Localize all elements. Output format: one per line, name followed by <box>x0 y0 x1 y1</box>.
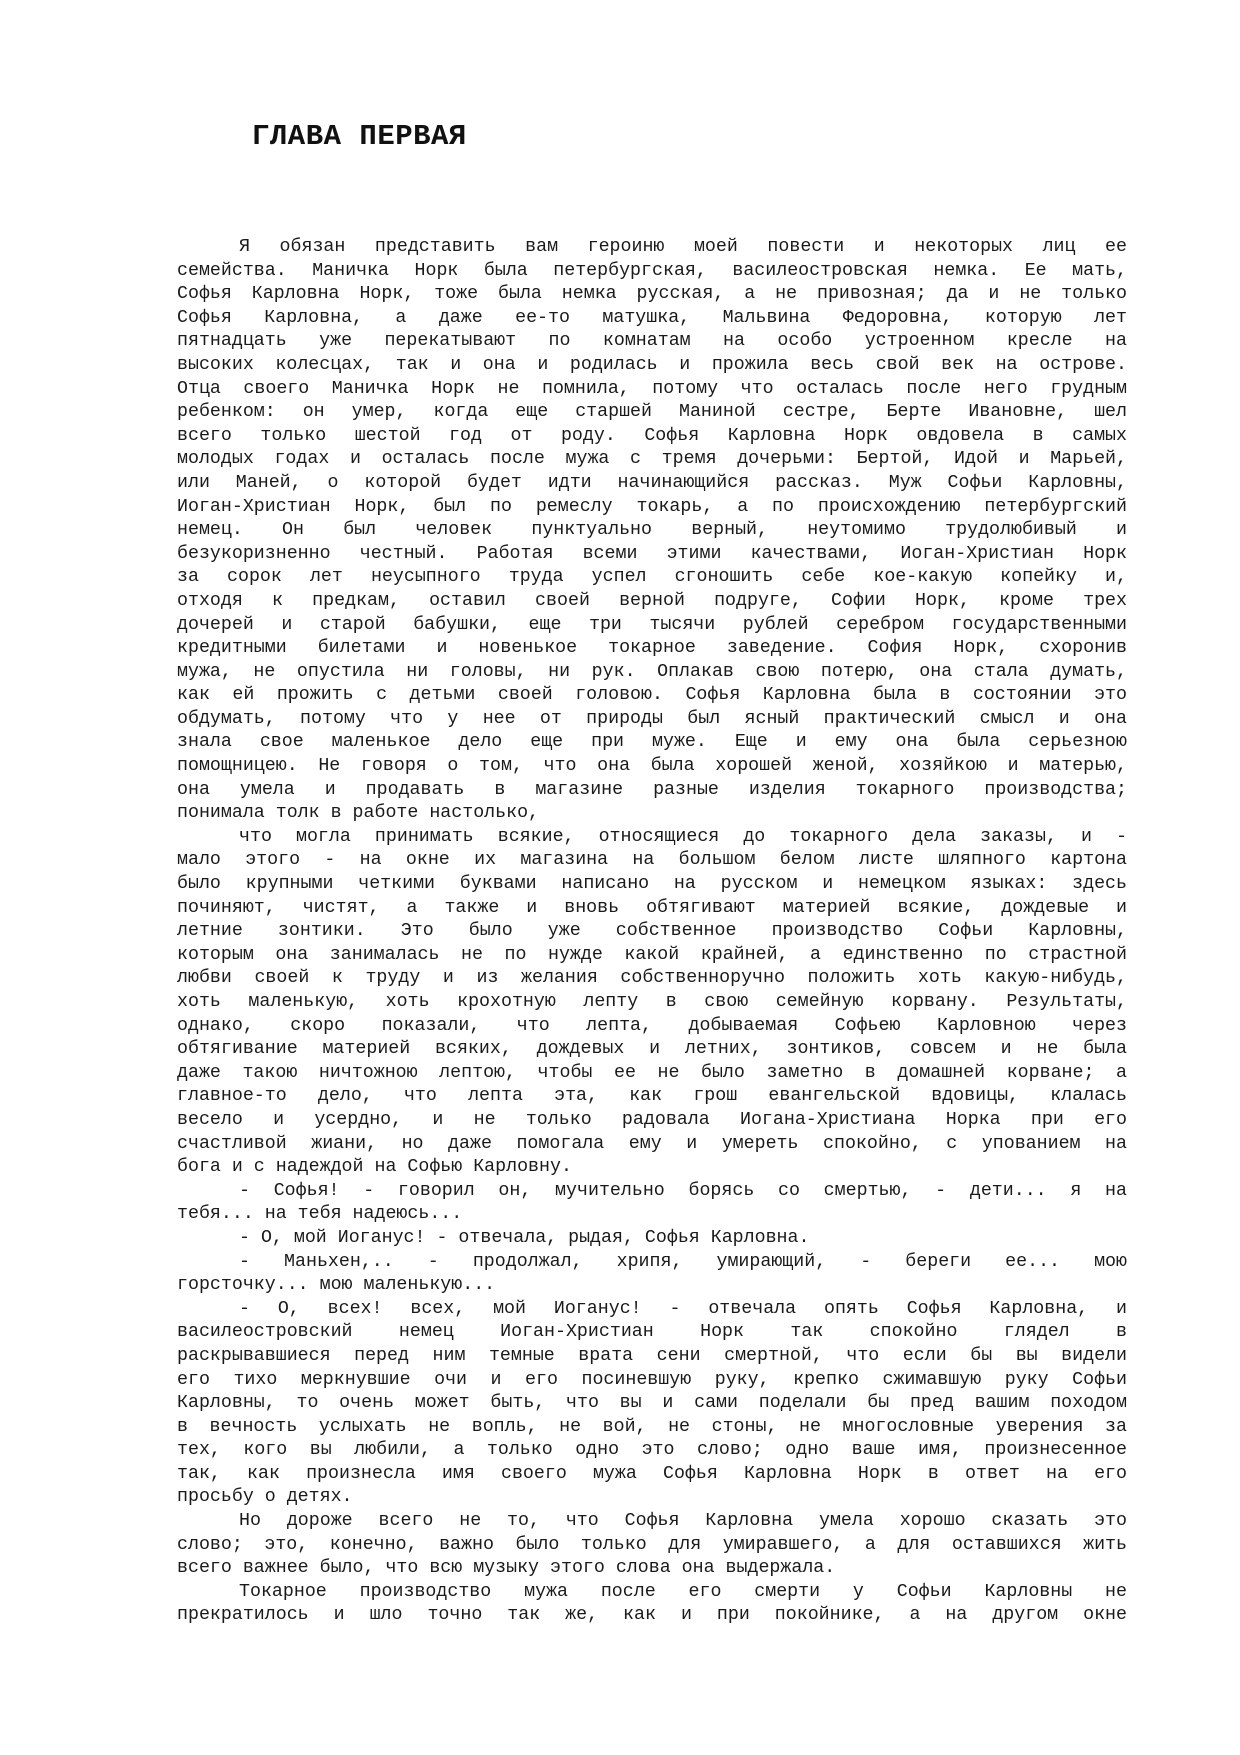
text-line: починяют, чистят, а также и вновь обтягивают материей всякие, дождевые и <box>177 897 1127 918</box>
text-line: пятнадцать уже перекатывают по комнатам на особо устроенном кресле на <box>177 331 1127 352</box>
text-line: просьбу о детях. <box>177 1487 353 1508</box>
text-line: всего важнее было, что всю музыку этого слова она выдержала. <box>177 1558 836 1579</box>
text-line: бога и с надеждой на Софью Карловну. <box>177 1157 572 1178</box>
text-line: Но дороже всего не то, что Софья Карловна умела хорошо сказать это <box>239 1511 1127 1532</box>
text-line: было крупными четкими буквами написано на русском и немецком языках: здесь <box>177 874 1127 895</box>
chapter-title: ГЛАВА ПЕРВАЯ <box>252 120 467 153</box>
text-line: даже такою ничтожною лептою, чтобы ее не было заметно в домашней корване; а <box>177 1062 1127 1083</box>
text-line: Отца своего Маничка Норк не помнила, потому что осталась после него грудным <box>177 378 1127 399</box>
text-line: любви своей к труду и из желания собственноручно положить хоть какую-нибудь, <box>177 968 1127 989</box>
text-line: знала свое маленькое дело еще при муже. Еще и ему она была серьезною <box>177 732 1127 753</box>
text-line: Иоган-Христиан Норк, был по ремеслу токарь, а по происхождению петербургский <box>177 496 1127 517</box>
text-line: обтягивание материей всяких, дождевых и летних, зонтиков, совсем и не была <box>177 1039 1127 1060</box>
text-line: счастливой жиани, но даже помогала ему и умереть спокойно, с упованием на <box>177 1133 1127 1154</box>
text-line: немец. Он был человек пунктуально верный, неутомимо трудолюбивый и <box>177 520 1127 541</box>
text-line: главное-то дело, что лепта эта, как грош евангельской вдовицы, клалась <box>177 1086 1127 1107</box>
text-line: в вечность услыхать не вопль, не вой, не стоны, не многословные уверения за <box>177 1416 1127 1437</box>
text-line: василеостровский немец Иоган-Христиан Норк так спокойно глядел в <box>177 1322 1127 1343</box>
text-line: его тихо меркнувшие очи и его посиневшую руку, крепко сжимавшую руку Софьи <box>177 1369 1127 1390</box>
text-line: тех, кого вы любили, а только одно это слово; одно ваше имя, произнесенное <box>177 1440 1127 1461</box>
text-line: - Софья! - говорил он, мучительно борясь со смертью, - дети... я на <box>239 1180 1127 1201</box>
text-line: однако, скоро показали, что лепта, добываемая Софьею Карловною через <box>177 1015 1127 1036</box>
text-line: или Маней, о которой будет идти начинающийся рассказ. Муж Софьи Карловны, <box>177 472 1127 493</box>
text-line: понимала толк в работе настолько, <box>177 803 540 824</box>
text-line: помощницею. Не говоря о том, что она была хорошей женой, хозяйкою и матерью, <box>177 756 1127 777</box>
text-line: мужа, не опустила ни головы, ни рук. Оплакав свою потерю, она стала думать, <box>177 661 1127 682</box>
text-line: Токарное производство мужа после его смерти у Софьи Карловны не <box>239 1581 1127 1602</box>
text-line: слово; это, конечно, важно было только для умиравшего, а для оставшихся жить <box>177 1534 1127 1555</box>
text-line: всего только шестой год от роду. Софья Карловна Норк овдовела в самых <box>177 425 1127 446</box>
text-line: летние зонтики. Это было уже собственное производство Софьи Карловны, <box>177 921 1127 942</box>
text-line: так, как произнесла имя своего мужа Софья Карловна Норк в ответ на его <box>177 1463 1127 1484</box>
text-line: молодых годах и осталась после мужа с тремя дочерьми: Бертой, Идой и Марьей, <box>177 449 1127 470</box>
text-line: отходя к предкам, оставил своей верной подруге, Софии Норк, кроме трех <box>177 590 1127 611</box>
text-line: - О, всех! всех, мой Иоганус! - отвечала опять Софья Карловна, и <box>239 1298 1127 1319</box>
text-line: Софья Карловна, а даже ее-то матушка, Мальвина Федоровна, которую лет <box>177 307 1127 328</box>
text-line: горсточку... мою маленькую... <box>177 1275 496 1296</box>
text-line: - Маньхен,.. - продолжал, хрипя, умирающий, - береги ее... мою <box>239 1251 1127 1272</box>
text-line: высоких колесцах, так и она и родилась и прожила весь свой век на острове. <box>177 354 1127 375</box>
text-line: хоть маленькую, хоть крохотную лепту в свою семейную корвану. Результаты, <box>177 992 1127 1012</box>
text-line: раскрывавшиеся перед ним темные врата сени смертной, что если бы вы видели <box>177 1345 1127 1366</box>
text-line: безукоризненно честный. Работая всеми этими качествами, Иоган-Христиан Норк <box>177 543 1127 564</box>
text-line: что могла принимать всякие, относящиеся до токарного дела заказы, и - <box>239 826 1127 847</box>
text-line: которым она занималась не по нужде какой крайней, а единственно по страстной <box>177 944 1127 965</box>
text-line: Я обязан представить вам героиню моей повести и некоторых лиц ее <box>239 237 1127 257</box>
text-line: за сорок лет неусыпного труда успел сгоношить себе кое-какую копейку и, <box>177 567 1127 588</box>
text-line: ребенком: он умер, когда еще старшей Маниной сестре, Берте Ивановне, шел <box>177 402 1127 423</box>
text-line: мало этого - на окне их магазина на большом белом листе шляпного картона <box>177 850 1127 871</box>
chapter-text <box>177 236 1127 1628</box>
text-line: семейства. Маничка Норк была петербургская, василеостровская немка. Ее мать, <box>177 260 1127 281</box>
text-line: - О, мой Иоганус! - отвечала, рыдая, Софья Карловна. <box>239 1227 810 1248</box>
text-line: весело и усердно, и не только радовала Иогана-Христиана Норка при его <box>177 1109 1127 1130</box>
text-line: Софья Карловна Норк, тоже была немка русская, а не привозная; да и не только <box>177 284 1127 305</box>
text-line: обдумать, потому что у нее от природы был ясный практический смысл и она <box>177 708 1127 729</box>
text-line: тебя... на тебя надеюсь... <box>177 1204 463 1225</box>
text-line: как ей прожить с детьми своей головою. Софья Карловна была в состоянии это <box>177 685 1127 706</box>
text-line: Карловны, то очень может быть, что вы и сами поделали бы пред вашим походом <box>177 1393 1127 1414</box>
text-line: она умела и продавать в магазине разные изделия токарного производства; <box>177 779 1127 800</box>
text-line: кредитными билетами и новенькое токарное заведение. София Норк, схоронив <box>177 638 1127 659</box>
text-line: прекратилось и шло точно так же, как и при покойнике, а на другом окне <box>177 1605 1127 1626</box>
text-line: дочерей и старой бабушки, еще три тысячи рублей серебром государственными <box>177 614 1127 635</box>
